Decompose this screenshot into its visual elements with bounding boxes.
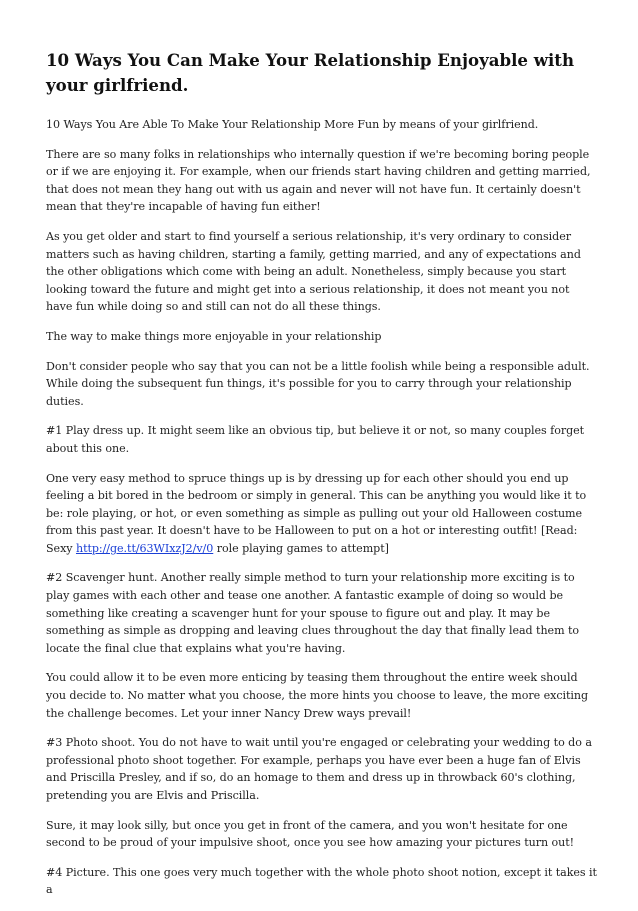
paragraph-text: One very easy method to spruce things up is by dressing up for each other should you end up feeling a bit bored in the bedroom or simply in general. This can be anything you would like it to be: role playing, or hot, or even something as simple as pulling out your old Halloween costume from this past year. It doesn't have to be Halloween to put on a hot or interesting outfit! [Read: Sexy — [46, 471, 587, 555]
body-paragraph: Sure, it may look silly, but once you get in front of the camera, and you won't hesitate for one second to be proud of your impulsive shoot, once you see how amazing your pictures turn out! — [46, 818, 575, 850]
paragraph-text: role playing games to attempt] — [213, 541, 389, 555]
document-title: 10 Ways You Can Make Your Relationship Enjoyable with your girlfriend. — [46, 50, 575, 95]
document-page — [46, 48, 598, 911]
tip-1-paragraph: #1 Play dress up. It might seem like an obvious tip, but believe it or not, so many couples forget about this one. — [46, 424, 585, 455]
sexy-link[interactable]: http://ge.tt/63WIxzJ2/v/0 — [75, 541, 214, 555]
tip-4-paragraph: #4 Picture. This one goes very much together with the whole photo shoot notion, except it takes it a — [46, 865, 597, 897]
body-paragraph: As you get older and start to find yourself a serious relationship, it's very ordinary to consider matters such as having children, starting a family, getting married, and any of expectations and the other obligations which come with being an adult. Nonetheless, simply because you start looking toward the future and might get into a serious relationship, it does not meant you not have fun while doing so and still can not do all these things. — [46, 229, 581, 314]
body-paragraph: You could allow it to be even more enticing by teasing them throughout the entire week should you decide to. No matter what you choose, the more hints you choose to leave, the more exciting the challenge becomes. Let your inner Nancy Drew ways prevail! — [46, 671, 589, 720]
body-paragraph: There are so many folks in relationships who internally question if we're becoming boring people or if we are enjoying it. For example, when our friends start having children and getting married, that does not mean they hang out with us again and never will not have fun. It certainly doesn't mean that they're incapable of having fun either! — [46, 147, 591, 214]
tip-2-paragraph: #2 Scavenger hunt. Another really simple method to turn your relationship more exciting is to play games with each other and tease one another. A fantastic example of doing so would be something like creating a scavenger hunt for your spouse to figure out and play. It may be something as simple as dropping and leaving clues throughout the day that finally lead them to locate the final clue that explains what you're having. — [46, 571, 580, 655]
intro-paragraph: 10 Ways You Are Able To Make Your Relationship More Fun by means of your girlfriend. — [46, 118, 539, 131]
body-paragraph-with-link — [46, 470, 598, 558]
body-paragraph: Don't consider people who say that you can not be a little foolish while being a responsible adult. While doing the subsequent fun things, it's possible for you to carry through your relationship duties. — [46, 359, 590, 408]
section-heading: The way to make things more enjoyable in your relationship — [46, 329, 382, 343]
tip-3-paragraph: #3 Photo shoot. You do not have to wait until you're engaged or celebrating your wedding to do a professional photo shoot together. For example, perhaps you have ever been a huge fan of Elvis and Priscilla Presley, and if so, do an homage to them and dress up in throwback 60's clothing, pretending you are Elvis and Priscilla. — [46, 736, 592, 802]
